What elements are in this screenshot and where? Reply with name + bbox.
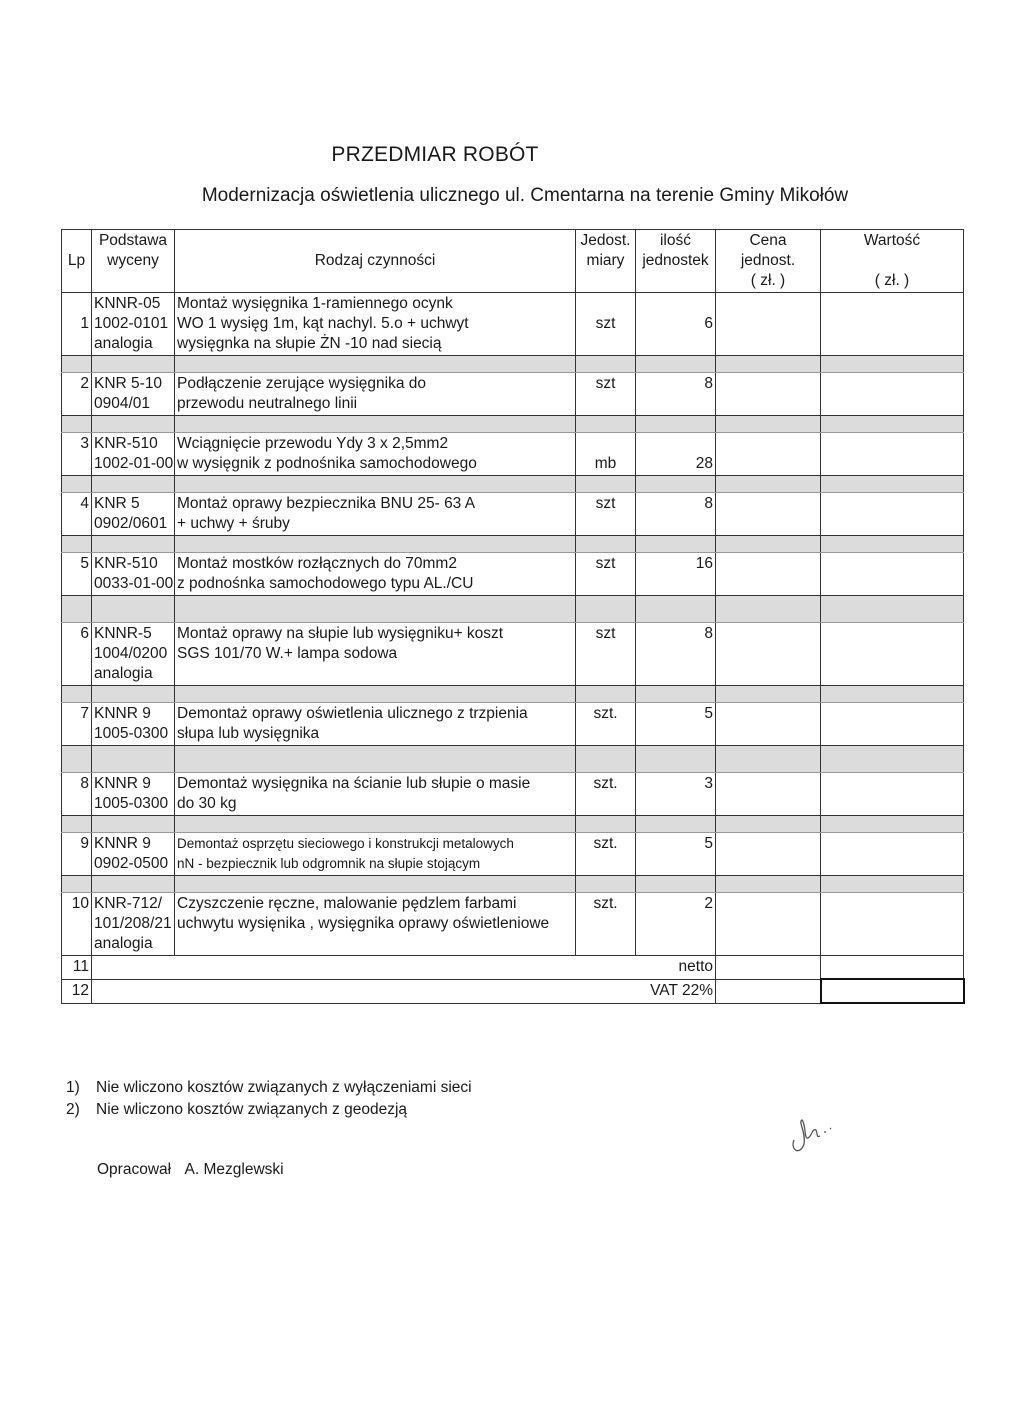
opis-line: do 30 kg (177, 795, 237, 812)
row-podstawa (92, 293, 175, 356)
podstawa-line: KNNR-05 (94, 295, 161, 312)
header-cena (716, 230, 821, 293)
row-podstawa (92, 703, 175, 746)
header-lp: Lp (62, 230, 92, 293)
opis-line: Montaż wysięgnika 1-ramiennego ocynk (177, 295, 453, 312)
podstawa-line: KNNR-5 (94, 625, 152, 642)
note-text: Nie wliczono kosztów związanych z geodezją (96, 1101, 408, 1118)
opis-line: + uchwy + śruby (177, 515, 290, 532)
podstawa-line: analogia (94, 665, 153, 682)
row-lp: 8 (62, 773, 92, 816)
header-rodzaj: Rodzaj czynności (175, 230, 576, 293)
notes (66, 1077, 472, 1121)
podstawa-line: KNR-712/ (94, 895, 163, 912)
row-opis (175, 553, 576, 596)
row-jm: szt. (576, 893, 636, 956)
podstawa-line: analogia (94, 335, 153, 352)
opis-line: w wysięgnik z podnośnika samochodowego (177, 455, 477, 472)
table-row (62, 773, 964, 816)
header-jm-line1: Jedost. (580, 232, 631, 249)
row-lp: 9 (62, 833, 92, 876)
podstawa-line: 101/208/21 (94, 915, 172, 932)
opis-line: słupa lub wysięgnika (177, 725, 320, 742)
row-opis (175, 293, 576, 356)
opis-line: Wciągnięcie przewodu Ydy 3 x 2,5mm2 (177, 435, 449, 452)
podstawa-line: KNNR 9 (94, 705, 151, 722)
opis-line: Montaż oprawy bezpiecznika BNU 25- 63 A (177, 495, 476, 512)
row-cena (716, 893, 821, 956)
opis-line: SGS 101/70 W.+ lampa sodowa (177, 645, 398, 662)
row-lp: 3 (62, 433, 92, 476)
row-podstawa (92, 373, 175, 416)
row-spacer (62, 746, 964, 773)
note-number: 2) (66, 1101, 80, 1118)
header-ilosc-line2: jednostek (642, 252, 709, 269)
row-lp: 7 (62, 703, 92, 746)
row-ilosc: 5 (636, 833, 716, 876)
podstawa-line: 0033-01-00 (94, 575, 174, 592)
row-cena (716, 373, 821, 416)
row-ilosc: 5 (636, 703, 716, 746)
opis-line: wysięgnka na słupie ŻN -10 nad siecią (177, 335, 442, 352)
header-wartosc-line1: Wartość (863, 232, 921, 249)
summary-row-netto (62, 956, 964, 980)
opis-line: WO 1 wysięg 1m, kąt nachyl. 5.o + uchwyt (177, 315, 469, 332)
row-spacer (62, 416, 964, 433)
opis-line: uchwytu wysięnika , wysięgnika oprawy oświetleniowe (177, 915, 550, 932)
row-lp: 1 (62, 293, 92, 356)
row-cena (716, 493, 821, 536)
table-row (62, 833, 964, 876)
row-cena (716, 433, 821, 476)
opis-line: Czyszczenie ręczne, malowanie pędzlem farbami (177, 895, 517, 912)
header-jm-line2: miary (586, 252, 625, 269)
opis-line: Demontaż osprzętu sieciowego i konstrukcji metalowych (177, 836, 514, 851)
podstawa-line: KNNR 9 (94, 775, 151, 792)
row-wartosc (821, 493, 964, 536)
podstawa-line: 0902-0500 (94, 855, 169, 872)
podstawa-line: 1002-0101 (94, 315, 169, 332)
opis-line: Montaż oprawy na słupie lub wysięgniku+ koszt (177, 625, 504, 642)
table-header-row (62, 230, 964, 293)
summary-cena (716, 956, 821, 980)
podstawa-line: 1004/0200 (94, 645, 168, 662)
note-text: Nie wliczono kosztów związanych z wyłączeniami sieci (96, 1079, 472, 1096)
row-podstawa (92, 493, 175, 536)
row-lp: 4 (62, 493, 92, 536)
header-wartosc-line2: ( zł. ) (874, 272, 910, 289)
row-podstawa (92, 623, 175, 686)
row-wartosc (821, 703, 964, 746)
row-ilosc: 28 (636, 433, 716, 476)
row-opis (175, 433, 576, 476)
opis-line: Demontaż wysięgnika na ścianie lub słupie o masie (177, 775, 531, 792)
podstawa-line: 1005-0300 (94, 795, 169, 812)
row-opis (175, 893, 576, 956)
row-cena (716, 773, 821, 816)
header-podstawa-line2: wyceny (107, 252, 159, 269)
table-row (62, 293, 964, 356)
row-opis (175, 773, 576, 816)
podstawa-line: KNR 5-10 (94, 375, 163, 392)
table-row (62, 893, 964, 956)
row-cena (716, 623, 821, 686)
podstawa-line: 0904/01 (94, 395, 151, 412)
row-podstawa (92, 893, 175, 956)
row-ilosc: 6 (636, 293, 716, 356)
row-ilosc: 3 (636, 773, 716, 816)
podstawa-line: 1002-01-00 (94, 455, 174, 472)
author-name: A. Mezglewski (184, 1161, 284, 1178)
document-title: PRZEDMIAR ROBÓT (331, 143, 539, 166)
summary-lp: 12 (62, 979, 92, 1003)
row-podstawa (92, 433, 175, 476)
row-opis (175, 703, 576, 746)
row-opis (175, 493, 576, 536)
row-cena (716, 553, 821, 596)
podstawa-line: 1005-0300 (94, 725, 169, 742)
opis-line: Podłączenie zerujące wysięgnika do (177, 375, 427, 392)
table-row (62, 433, 964, 476)
row-wartosc (821, 293, 964, 356)
note-item (66, 1077, 472, 1099)
row-ilosc: 16 (636, 553, 716, 596)
row-opis (175, 373, 576, 416)
row-wartosc (821, 623, 964, 686)
opis-line: Montaż mostków rozłącznych do 70mm2 (177, 555, 457, 572)
author-label: Opracował (97, 1161, 172, 1178)
header-podstawa (92, 230, 175, 293)
podstawa-line: KNR 5 (94, 495, 140, 512)
table-row (62, 373, 964, 416)
row-wartosc (821, 433, 964, 476)
table-row (62, 493, 964, 536)
summary-wartosc (821, 979, 964, 1003)
row-lp: 10 (62, 893, 92, 956)
podstawa-line: KNNR 9 (94, 835, 151, 852)
table-row (62, 703, 964, 746)
row-jm: szt (576, 293, 636, 356)
row-wartosc (821, 373, 964, 416)
row-jm: szt (576, 553, 636, 596)
opis-line: Demontaż oprawy oświetlenia ulicznego z trzpienia (177, 705, 528, 722)
row-wartosc (821, 893, 964, 956)
header-podstawa-line1: Podstawa (98, 232, 168, 249)
row-wartosc (821, 833, 964, 876)
row-lp: 6 (62, 623, 92, 686)
row-podstawa (92, 553, 175, 596)
row-spacer (62, 596, 964, 623)
row-ilosc: 2 (636, 893, 716, 956)
row-jm: szt. (576, 773, 636, 816)
row-jm: szt. (576, 703, 636, 746)
row-ilosc: 8 (636, 493, 716, 536)
row-jm: mb (576, 433, 636, 476)
row-jm: szt (576, 493, 636, 536)
note-item (66, 1099, 472, 1121)
summary-cena (716, 979, 821, 1003)
note-number: 1) (66, 1079, 80, 1096)
row-jm: szt (576, 623, 636, 686)
opis-line: nN - bezpiecznik lub odgromnik na słupie stojącym (177, 856, 481, 871)
row-lp: 5 (62, 553, 92, 596)
row-spacer (62, 536, 964, 553)
row-wartosc (821, 773, 964, 816)
row-cena (716, 293, 821, 356)
opis-line: przewodu neutralnego linii (177, 395, 358, 412)
row-opis (175, 833, 576, 876)
header-cena-line1: Cena (749, 232, 787, 249)
row-spacer (62, 476, 964, 493)
row-ilosc: 8 (636, 623, 716, 686)
signature-mark (786, 1110, 856, 1160)
row-podstawa (92, 833, 175, 876)
przedmiar-table (61, 229, 965, 1004)
header-ilosc-line1: ilość (659, 232, 691, 249)
podstawa-line: 0902/0601 (94, 515, 168, 532)
row-opis (175, 623, 576, 686)
header-wartosc (821, 230, 964, 293)
table-row (62, 623, 964, 686)
summary-wartosc (821, 956, 964, 980)
row-wartosc (821, 553, 964, 596)
row-cena (716, 833, 821, 876)
summary-row-vat (62, 979, 964, 1003)
row-jm: szt (576, 373, 636, 416)
summary-label: VAT 22% (92, 979, 716, 1003)
summary-label: netto (92, 956, 716, 980)
summary-lp: 11 (62, 956, 92, 980)
document-subtitle: Modernizacja oświetlenia ulicznego ul. Cmentarna na terenie Gminy Mikołów (201, 185, 849, 206)
row-jm: szt. (576, 833, 636, 876)
row-podstawa (92, 773, 175, 816)
row-spacer (62, 876, 964, 893)
author-line (97, 1161, 294, 1179)
row-spacer (62, 686, 964, 703)
header-ilosc (636, 230, 716, 293)
row-spacer (62, 356, 964, 373)
header-jm (576, 230, 636, 293)
podstawa-line: KNR-510 (94, 555, 158, 572)
row-ilosc: 8 (636, 373, 716, 416)
row-lp: 2 (62, 373, 92, 416)
opis-line: z podnośnka samochodowego typu AL./CU (177, 575, 474, 592)
row-cena (716, 703, 821, 746)
podstawa-line: KNR-510 (94, 435, 158, 452)
header-cena-line3: ( zł. ) (750, 272, 786, 289)
podstawa-line: analogia (94, 935, 153, 952)
table-row (62, 553, 964, 596)
header-cena-line2: jednost. (740, 252, 796, 269)
row-spacer (62, 816, 964, 833)
